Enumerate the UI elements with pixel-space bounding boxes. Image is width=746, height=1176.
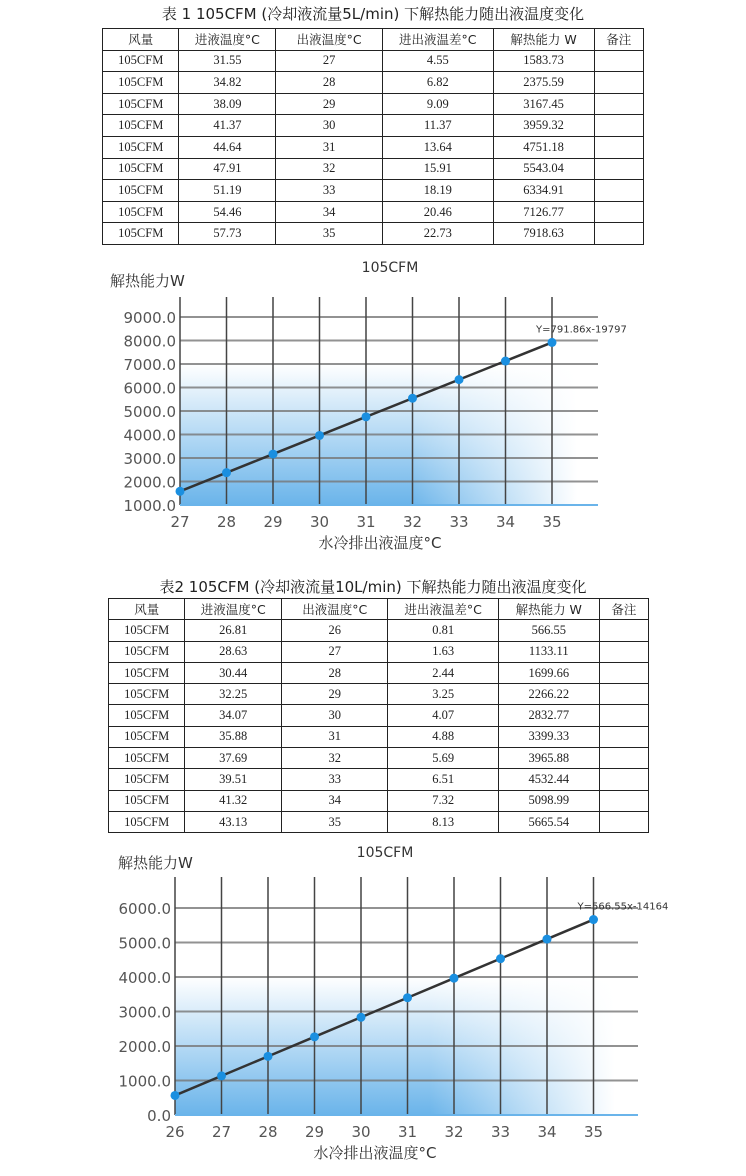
table-cell: 39.51 xyxy=(185,769,282,790)
y-tick-label: 3000.0 xyxy=(118,1003,171,1022)
table-cell: 7.32 xyxy=(388,790,498,811)
table-cell: 566.55 xyxy=(498,620,599,641)
table-cell: 57.73 xyxy=(179,223,276,245)
table-cell: 51.19 xyxy=(179,180,276,202)
table-cell: 20.46 xyxy=(382,201,493,223)
table-cell: 2.44 xyxy=(388,662,498,683)
y-tick-label: 2000.0 xyxy=(123,473,176,492)
data-point xyxy=(450,974,459,983)
table-cell: 9.09 xyxy=(382,93,493,115)
x-tick-label: 27 xyxy=(211,1123,232,1141)
table-cell: 105CFM xyxy=(109,684,185,705)
table-cell: 35 xyxy=(282,811,388,832)
x-tick-label: 30 xyxy=(351,1123,371,1141)
table-cell: 27 xyxy=(282,641,388,662)
y-tick-label: 2000.0 xyxy=(118,1038,171,1056)
table-cell: 3167.45 xyxy=(493,93,594,115)
table-cell: 33 xyxy=(276,180,383,202)
table-cell: 3.25 xyxy=(388,684,498,705)
column-header: 备注 xyxy=(594,29,643,51)
table-cell: 1699.66 xyxy=(498,662,599,683)
table-cell: 7918.63 xyxy=(493,223,594,245)
table-cell: 27 xyxy=(276,50,383,72)
column-header: 备注 xyxy=(599,599,648,620)
column-header: 风量 xyxy=(109,599,185,620)
table-cell: 0.81 xyxy=(388,620,498,641)
x-tick-label: 27 xyxy=(170,513,190,531)
data-point xyxy=(403,993,412,1002)
data-point xyxy=(496,954,505,963)
table-cell: 37.69 xyxy=(185,748,282,769)
column-header: 出液温度°C xyxy=(276,29,383,51)
x-tick-label: 34 xyxy=(495,513,516,531)
table-cell: 105CFM xyxy=(109,790,185,811)
table-cell: 32 xyxy=(282,748,388,769)
data-point xyxy=(310,1032,319,1041)
table-cell: 11.37 xyxy=(382,115,493,137)
table-cell: 105CFM xyxy=(103,158,179,180)
table-cell: 34.07 xyxy=(185,705,282,726)
table-cell: 31 xyxy=(276,136,383,158)
x-tick-label: 28 xyxy=(258,1123,278,1141)
table-2-title: 表2 105CFM (冷却液流量10L/min) 下解热能力随出液温度变化 xyxy=(159,578,587,596)
table-cell: 31.55 xyxy=(179,50,276,72)
table-cell: 41.32 xyxy=(185,790,282,811)
table-cell: 105CFM xyxy=(103,223,179,245)
table-cell: 30.44 xyxy=(185,662,282,683)
table-cell: 13.64 xyxy=(382,136,493,158)
table-cell: 47.91 xyxy=(179,158,276,180)
column-header: 出液温度°C xyxy=(282,599,388,620)
table-cell: 4.55 xyxy=(382,50,493,72)
table-cell: 29 xyxy=(276,93,383,115)
table-cell: 5543.04 xyxy=(493,158,594,180)
y-tick-label: 6000.0 xyxy=(123,379,176,398)
table-cell: 3399.33 xyxy=(498,726,599,747)
table-cell: 5.69 xyxy=(388,748,498,769)
table-cell: 34 xyxy=(276,201,383,223)
column-header: 风量 xyxy=(103,29,179,51)
table-cell: 105CFM xyxy=(109,748,185,769)
table-cell: 28.63 xyxy=(185,641,282,662)
table-cell: 43.13 xyxy=(185,811,282,832)
y-tick-label: 7000.0 xyxy=(123,356,176,374)
y-tick-label: 4000.0 xyxy=(123,426,176,445)
y-tick-label: 5000.0 xyxy=(118,934,171,953)
table-cell: 31 xyxy=(282,726,388,747)
table-cell: 4.88 xyxy=(388,726,498,747)
data-point xyxy=(217,1071,226,1080)
x-tick-label: 30 xyxy=(309,513,330,531)
y-tick-label: 1000.0 xyxy=(123,497,176,515)
x-tick-label: 29 xyxy=(263,513,283,531)
data-point xyxy=(171,1091,180,1100)
table-cell: 2832.77 xyxy=(498,705,599,726)
table-cell: 28 xyxy=(282,662,388,683)
y-axis-label: 解热能力W xyxy=(110,272,185,290)
x-tick-label: 28 xyxy=(216,513,237,531)
x-tick-label: 29 xyxy=(304,1123,325,1141)
table-cell: 1583.73 xyxy=(493,50,594,72)
table-1-title: 表 1 105CFM (冷却液流量5L/min) 下解热能力随出液温度变化 xyxy=(161,5,585,23)
table-cell: 44.64 xyxy=(179,136,276,158)
x-tick-label: 32 xyxy=(402,513,423,531)
table-cell: 30 xyxy=(282,705,388,726)
table-cell: 32.25 xyxy=(185,684,282,705)
column-header: 解热能力 W xyxy=(493,29,594,51)
table-cell: 4.07 xyxy=(388,705,498,726)
y-tick-label: 4000.0 xyxy=(118,969,171,987)
trendline-equation: Y=566.55x-14164 xyxy=(577,901,669,913)
x-tick-label: 35 xyxy=(542,513,562,531)
data-point xyxy=(264,1052,273,1061)
table-cell: 15.91 xyxy=(382,158,493,180)
table-cell: 33 xyxy=(282,769,388,790)
table-cell: 5098.99 xyxy=(498,790,599,811)
table-cell: 6334.91 xyxy=(493,180,594,202)
table-cell: 105CFM xyxy=(103,50,179,72)
table-cell: 105CFM xyxy=(109,705,185,726)
x-tick-label: 31 xyxy=(356,513,376,531)
x-axis-label: 水冷排出液温度°C xyxy=(318,534,442,552)
table-cell: 1.63 xyxy=(388,641,498,662)
x-tick-label: 33 xyxy=(490,1123,511,1141)
x-tick-label: 34 xyxy=(537,1123,557,1141)
table-cell: 105CFM xyxy=(109,641,185,662)
y-tick-label: 8000.0 xyxy=(123,332,176,351)
x-tick-label: 33 xyxy=(449,513,469,531)
table-cell: 35 xyxy=(276,223,383,245)
table-cell: 105CFM xyxy=(109,620,185,641)
y-tick-label: 9000.0 xyxy=(123,309,176,327)
table-cell: 32 xyxy=(276,158,383,180)
table-cell: 38.09 xyxy=(179,93,276,115)
y-tick-label: 3000.0 xyxy=(123,450,176,468)
column-header: 进出液温差°C xyxy=(388,599,498,620)
column-header: 进液温度°C xyxy=(185,599,282,620)
data-point xyxy=(589,915,598,924)
column-header: 进液温度°C xyxy=(179,29,276,51)
x-tick-label: 26 xyxy=(165,1123,185,1141)
table-cell: 4751.18 xyxy=(493,136,594,158)
table-cell: 105CFM xyxy=(103,180,179,202)
column-header: 进出液温差°C xyxy=(382,29,493,51)
table-cell: 34 xyxy=(282,790,388,811)
table-cell: 54.46 xyxy=(179,201,276,223)
table-cell: 2375.59 xyxy=(493,72,594,94)
x-tick-label: 31 xyxy=(397,1123,418,1141)
table-cell: 105CFM xyxy=(109,769,185,790)
x-axis-label: 水冷排出液温度°C xyxy=(313,1144,437,1162)
table-cell: 3959.32 xyxy=(493,115,594,137)
y-tick-label: 1000.0 xyxy=(118,1072,171,1091)
table-cell: 34.82 xyxy=(179,72,276,94)
column-header: 解热能力 W xyxy=(498,599,599,620)
table-cell: 26.81 xyxy=(185,620,282,641)
y-tick-label: 6000.0 xyxy=(118,900,171,918)
data-point xyxy=(543,935,552,944)
table-cell: 105CFM xyxy=(109,811,185,832)
y-tick-label: 5000.0 xyxy=(123,403,176,421)
table-cell: 5665.54 xyxy=(498,811,599,832)
table-cell: 105CFM xyxy=(109,662,185,683)
table-cell: 1133.11 xyxy=(498,641,599,662)
table-cell: 6.51 xyxy=(388,769,498,790)
x-tick-label: 32 xyxy=(444,1123,464,1141)
table-cell: 28 xyxy=(276,72,383,94)
table-cell: 105CFM xyxy=(103,93,179,115)
table-cell: 105CFM xyxy=(103,136,179,158)
table-cell: 105CFM xyxy=(109,726,185,747)
trendline-equation: Y=791.86x-19797 xyxy=(536,324,627,336)
x-tick-label: 35 xyxy=(583,1123,604,1141)
chart-title: 105CFM xyxy=(361,260,419,276)
table-cell: 22.73 xyxy=(382,223,493,245)
table-cell: 105CFM xyxy=(103,201,179,223)
table-cell: 3965.88 xyxy=(498,748,599,769)
table-cell: 2266.22 xyxy=(498,684,599,705)
chart-title: 105CFM xyxy=(356,845,414,861)
table-cell: 105CFM xyxy=(103,115,179,137)
table-cell: 30 xyxy=(276,115,383,137)
table-cell: 4532.44 xyxy=(498,769,599,790)
data-point xyxy=(357,1013,366,1022)
table-cell: 41.37 xyxy=(179,115,276,137)
table-cell: 8.13 xyxy=(388,811,498,832)
table-cell: 7126.77 xyxy=(493,201,594,223)
table-cell: 26 xyxy=(282,620,388,641)
table-cell: 6.82 xyxy=(382,72,493,94)
table-cell: 35.88 xyxy=(185,726,282,747)
table-cell: 18.19 xyxy=(382,180,493,202)
table-cell: 105CFM xyxy=(103,72,179,94)
y-tick-label: 0.0 xyxy=(147,1107,171,1125)
table-cell: 29 xyxy=(282,684,388,705)
y-axis-label: 解热能力W xyxy=(118,854,193,872)
